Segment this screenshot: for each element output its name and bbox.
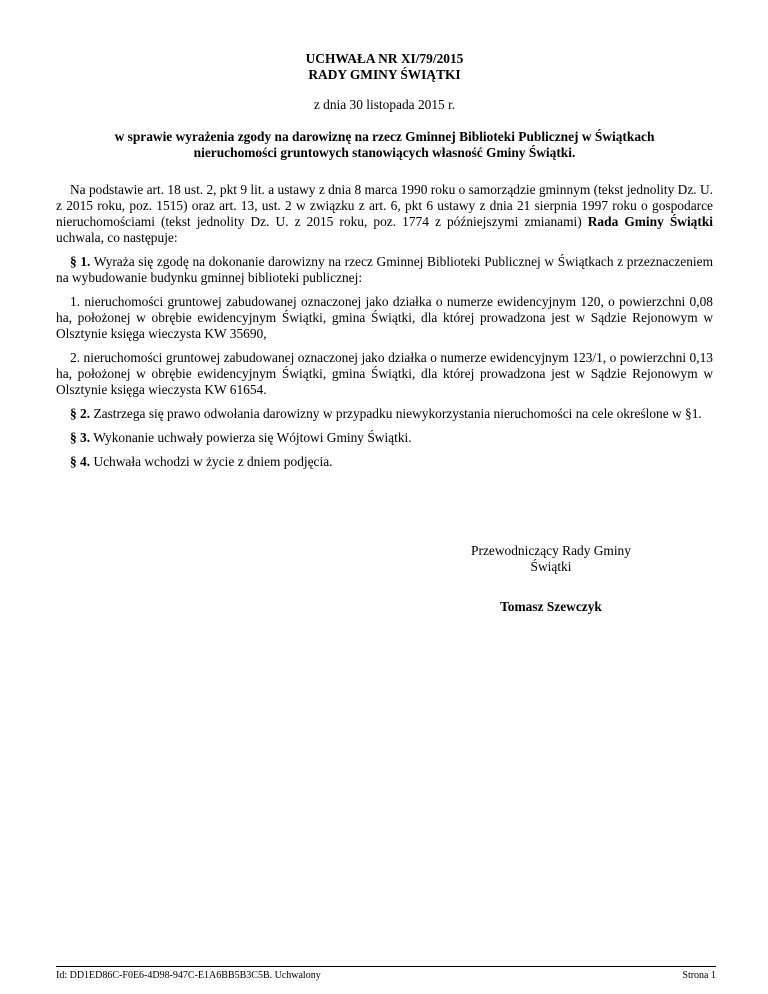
resolution-subject bbox=[56, 129, 713, 161]
document-page bbox=[56, 0, 716, 994]
signature-block bbox=[431, 543, 671, 615]
subject-line-2: nieruchomości gruntowych stanowiących własność Gminy Świątki. bbox=[193, 145, 576, 160]
subject-line-1: w sprawie wyrażenia zgody na darowiznę na rzecz Gminnej Biblioteki Publicznej w Świątkach bbox=[114, 129, 655, 144]
preamble-text: Na podstawie art. 18 ust. 2, pkt 9 lit. a ustawy z dnia 8 marca 1990 roku o samorządzie gminnym (tekst jednolity Dz. U. z 2015 roku, poz. 1515) oraz art. 13, ust. 2 w związku z art. 6, pkt 6 ustawy z dnia 21 sierpnia 1997 roku o gospodarce nieruchomościami (tekst jednolity Dz. U. z 2015 roku, poz. 1774 z późniejszymi zmianami) bbox=[56, 182, 713, 229]
section-1-label: § 1. bbox=[70, 254, 91, 269]
footer-divider bbox=[56, 966, 716, 967]
section-3-text: Wykonanie uchwały powierza się Wójtowi Gminy Świątki. bbox=[90, 430, 412, 445]
section-1 bbox=[56, 254, 713, 286]
resolution-body bbox=[56, 182, 713, 478]
preamble-suffix: uchwala, co następuje: bbox=[56, 230, 178, 245]
section-1-item-1: 1. nieruchomości gruntowej zabudowanej oznaczonej jako działka o numerze ewidencyjnym 120, o powierzchni 0,08 ha, położonej w obrębie ewidencyjnym Świątki, gmina Świątki, dla której prowadzona jest w Sądzie Rejonowym w Olsztynie księga wieczysta KW 35690, bbox=[56, 294, 713, 341]
section-4-text: Uchwała wchodzi w życie z dniem podjęcia. bbox=[90, 454, 333, 469]
preamble-bold: Rada Gminy Świątki bbox=[587, 214, 713, 229]
footer-document-id: Id: DD1ED86C-F0E6-4D98-947C-E1A6BB5B3C5B. Uchwalony bbox=[56, 970, 321, 981]
signature-role-line-2: Świątki bbox=[530, 559, 572, 574]
section-4-label: § 4. bbox=[70, 454, 91, 469]
section-4 bbox=[56, 454, 713, 470]
section-2-text: Zastrzega się prawo odwołania darowizny w przypadku niewykorzystania nieruchomości na cele określone w §1. bbox=[90, 406, 702, 421]
section-2 bbox=[56, 406, 713, 422]
resolution-title bbox=[56, 51, 713, 83]
section-1-item-2: 2. nieruchomości gruntowej zabudowanej oznaczonej jako działka o numerze ewidencyjnym 123/1, o powierzchni 0,13 ha, położonej w obrębie ewidencyjnym Świątki, gmina Świątki, dla której prowadzona jest w Sądzie Rejonowym w Olsztynie księga wieczysta KW 61654. bbox=[56, 350, 713, 397]
section-1-text: Wyraża się zgodę na dokonanie darowizny na rzecz Gminnej Biblioteki Publicznej w Świątkach z przeznaczeniem na wybudowanie budynku gminnej biblioteki publicznej: bbox=[56, 254, 714, 285]
section-2-label: § 2. bbox=[70, 406, 91, 421]
title-line-1: UCHWAŁA NR XI/79/2015 bbox=[305, 51, 464, 66]
title-line-2: RADY GMINY ŚWIĄTKI bbox=[308, 67, 461, 82]
resolution-date: z dnia 30 listopada 2015 r. bbox=[313, 97, 456, 112]
section-3 bbox=[56, 430, 713, 446]
preamble bbox=[56, 182, 713, 246]
section-3-label: § 3. bbox=[70, 430, 91, 445]
signature-role-line-1: Przewodniczący Rady Gminy bbox=[471, 543, 631, 558]
footer-page-number: Strona 1 bbox=[682, 970, 716, 981]
signature-name: Tomasz Szewczyk bbox=[500, 599, 602, 614]
